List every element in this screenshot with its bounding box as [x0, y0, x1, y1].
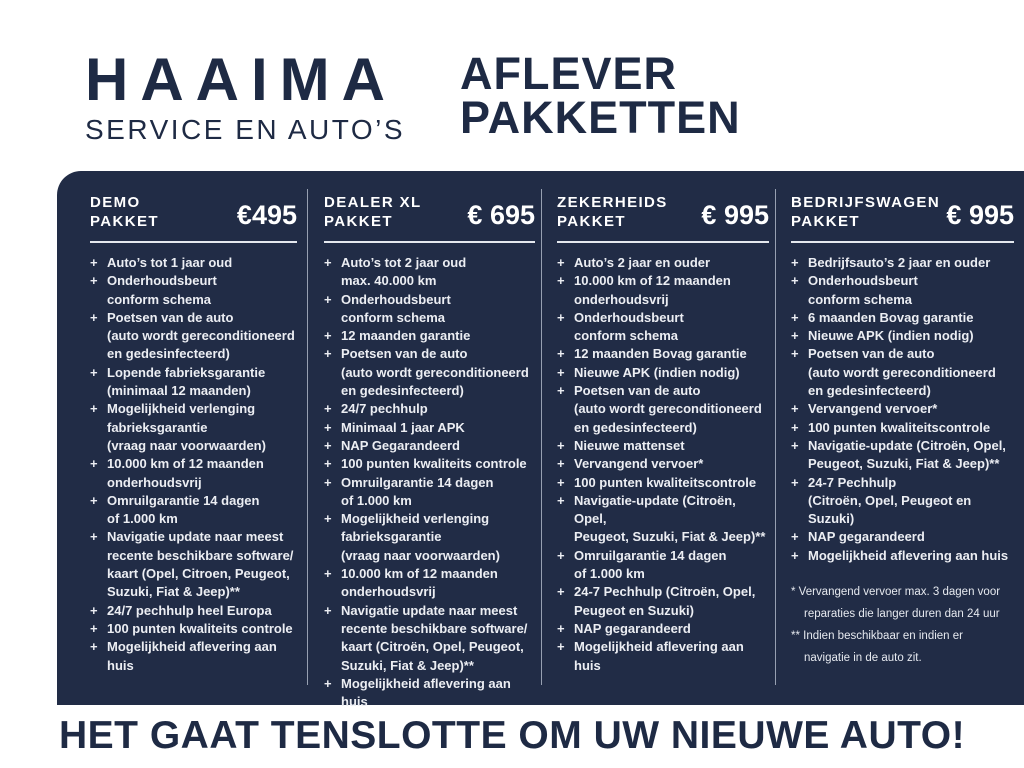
- package-column: [308, 171, 541, 710]
- plus-bullet-icon: +: [791, 474, 799, 490]
- feature-text: [107, 638, 297, 675]
- feature-line: Poetsen van de auto: [107, 309, 234, 325]
- feature-text: [574, 455, 769, 473]
- feature-line: Mogelijkheid aflevering aan huis: [341, 675, 511, 710]
- feature-text: [107, 272, 297, 309]
- feature-item: [324, 602, 535, 675]
- plus-bullet-icon: +: [90, 529, 98, 545]
- plus-bullet-icon: +: [791, 255, 799, 270]
- footnote-line: * Vervangend vervoer max. 3 dagen voor: [791, 586, 1001, 599]
- package-column: [776, 171, 1024, 705]
- feature-line: (Citroën, Opel, Peugeot en Suzuki): [808, 492, 972, 527]
- feature-list: [90, 254, 297, 675]
- feature-item: [324, 675, 535, 712]
- feature-line: en gedesinfecteerd): [341, 383, 464, 399]
- feature-item: [90, 400, 297, 455]
- feature-text: [107, 620, 297, 638]
- feature-item: [557, 620, 769, 638]
- plus-bullet-icon: +: [90, 255, 98, 270]
- feature-line: Lopende fabrieksgarantie: [107, 364, 266, 380]
- feature-text: [341, 254, 535, 291]
- feature-item: [324, 327, 535, 345]
- feature-line: 100 punten kwaliteitscontrole: [808, 419, 991, 435]
- plus-bullet-icon: +: [90, 456, 98, 472]
- plus-bullet-icon: +: [791, 401, 799, 417]
- feature-line: en gedesinfecteerd): [574, 419, 697, 435]
- feature-text: [341, 345, 535, 400]
- plus-bullet-icon: +: [791, 437, 799, 453]
- feature-line: 100 punten kwaliteits controle: [341, 456, 527, 472]
- feature-item: [557, 638, 769, 675]
- feature-item: [324, 455, 535, 473]
- feature-item: [557, 382, 769, 437]
- plus-bullet-icon: +: [90, 602, 98, 618]
- feature-line: en gedesinfecteerd): [107, 346, 230, 362]
- feature-line: conform schema: [574, 328, 679, 344]
- plus-bullet-icon: +: [791, 529, 799, 545]
- plus-bullet-icon: +: [90, 492, 98, 508]
- feature-item: [791, 272, 1014, 309]
- footnote-line: reparaties die langer duren dan 24 uur: [804, 608, 1000, 621]
- plus-bullet-icon: +: [90, 620, 98, 636]
- feature-text: [808, 345, 1014, 400]
- feature-line: 10.000 km of 12 maanden: [574, 273, 731, 289]
- feature-line: conform schema: [808, 291, 913, 307]
- feature-line: NAP gegarandeerd: [808, 529, 925, 545]
- feature-line: Navigatie-update (Citroën, Opel,: [808, 437, 1006, 453]
- feature-text: [808, 272, 1014, 309]
- feature-line: recente beschikbare software/: [107, 547, 294, 563]
- plus-bullet-icon: +: [557, 620, 565, 636]
- feature-line: Mogelijkheid aflevering aan huis: [574, 639, 744, 673]
- plus-bullet-icon: +: [90, 273, 98, 289]
- feature-line: fabrieksgarantie: [107, 419, 208, 435]
- feature-text: [341, 602, 535, 675]
- plus-bullet-icon: +: [324, 328, 332, 344]
- feature-line: Suzuki, Fiat & Jeep)**: [341, 657, 474, 673]
- feature-line: fabrieksgarantie: [341, 529, 442, 545]
- feature-item: [791, 547, 1014, 565]
- feature-item: [324, 474, 535, 511]
- feature-line: Omruilgarantie 14 dagen: [107, 492, 260, 508]
- feature-item: [557, 547, 769, 584]
- package-title-line1: ZEKERHEIDS: [557, 194, 668, 211]
- feature-line: (auto wordt gereconditioneerd: [574, 401, 762, 417]
- package-price: € 995: [701, 200, 769, 230]
- feature-item: [557, 364, 769, 382]
- feature-list: [557, 254, 769, 675]
- feature-text: [574, 547, 769, 584]
- feature-line: Omruilgarantie 14 dagen: [574, 547, 727, 563]
- feature-text: [808, 528, 1014, 546]
- feature-line: (minimaal 12 maanden): [107, 383, 251, 399]
- feature-text: [808, 400, 1014, 418]
- feature-item: [90, 492, 297, 529]
- feature-line: (auto wordt gereconditioneerd: [808, 364, 996, 380]
- feature-line: Peugeot, Suzuki, Fiat & Jeep)**: [808, 456, 1000, 472]
- feature-item: [791, 419, 1014, 437]
- plus-bullet-icon: +: [557, 492, 565, 508]
- feature-line: 100 punten kwaliteits controle: [107, 620, 293, 636]
- feature-item: [557, 272, 769, 309]
- plus-bullet-icon: +: [557, 383, 565, 399]
- package-title: [324, 193, 422, 231]
- feature-text: [808, 254, 1014, 272]
- plus-bullet-icon: +: [324, 346, 332, 362]
- feature-line: onderhoudsvrij: [341, 584, 436, 600]
- feature-item: [324, 254, 535, 291]
- brand-logo-subtitle: SERVICE EN AUTO’S: [85, 114, 405, 145]
- feature-text: [341, 565, 535, 602]
- feature-text: [574, 272, 769, 309]
- feature-line: Poetsen van de auto: [341, 346, 468, 362]
- feature-line: Mogelijkheid verlenging: [107, 401, 256, 417]
- feature-line: Mogelijkheid aflevering aan huis: [808, 547, 1009, 563]
- feature-item: [791, 345, 1014, 400]
- package-price: € 995: [946, 200, 1014, 230]
- feature-line: Onderhoudsbeurt: [341, 291, 451, 307]
- feature-line: 10.000 km of 12 maanden: [107, 456, 264, 472]
- page-title: [460, 48, 741, 143]
- feature-line: Nieuwe mattenset: [574, 437, 685, 453]
- package-header-rule: [557, 241, 769, 243]
- feature-line: max. 40.000 km: [341, 273, 437, 289]
- feature-list: [791, 254, 1014, 565]
- feature-text: [107, 602, 297, 620]
- feature-line: Vervangend vervoer*: [808, 401, 938, 417]
- feature-line: 6 maanden Bovag garantie: [808, 309, 974, 325]
- package-header: [557, 193, 769, 231]
- feature-line: Suzuki, Fiat & Jeep)**: [107, 584, 240, 600]
- feature-text: [574, 364, 769, 382]
- package-header-rule: [791, 241, 1014, 243]
- feature-text: [341, 474, 535, 511]
- feature-line: Mogelijkheid verlenging: [341, 511, 490, 527]
- feature-text: [341, 327, 535, 345]
- feature-line: recente beschikbare software/: [341, 620, 528, 636]
- feature-text: [574, 382, 769, 437]
- plus-bullet-icon: +: [324, 675, 332, 691]
- feature-line: 10.000 km of 12 maanden: [341, 566, 498, 582]
- feature-text: [808, 309, 1014, 327]
- feature-line: 24/7 pechhulp: [341, 401, 428, 417]
- feature-line: conform schema: [107, 291, 212, 307]
- footnote-line: navigatie in de auto zit.: [804, 652, 922, 665]
- feature-text: [574, 437, 769, 455]
- feature-text: [341, 510, 535, 565]
- feature-item: [324, 437, 535, 455]
- feature-line: Poetsen van de auto: [574, 383, 701, 399]
- feature-line: Navigatie-update (Citroën, Opel,: [574, 492, 736, 527]
- plus-bullet-icon: +: [324, 419, 332, 435]
- plus-bullet-icon: +: [557, 273, 565, 289]
- feature-line: NAP gegarandeerd: [574, 620, 691, 636]
- package-price: € 695: [467, 200, 535, 230]
- feature-item: [791, 309, 1014, 327]
- plus-bullet-icon: +: [90, 639, 98, 655]
- feature-line: (vraag naar voorwaarden): [341, 547, 500, 563]
- feature-line: en gedesinfecteerd): [808, 383, 931, 399]
- package-title-line2: PAKKET: [90, 213, 159, 230]
- feature-item: [791, 327, 1014, 345]
- package-title-line2: PAKKET: [557, 213, 626, 230]
- feature-text: [574, 309, 769, 346]
- feature-text: [107, 455, 297, 492]
- feature-item: [791, 400, 1014, 418]
- plus-bullet-icon: +: [791, 346, 799, 362]
- package-title: [90, 193, 159, 231]
- feature-line: kaart (Opel, Citroen, Peugeot,: [107, 566, 290, 582]
- feature-text: [341, 675, 535, 712]
- feature-item: [791, 254, 1014, 272]
- footnotes: [791, 581, 1014, 669]
- feature-line: onderhoudsvrij: [107, 474, 202, 490]
- feature-line: conform schema: [341, 309, 446, 325]
- feature-list: [324, 254, 535, 711]
- feature-line: Nieuwe APK (indien nodig): [574, 364, 740, 380]
- plus-bullet-icon: +: [324, 474, 332, 490]
- feature-item: [557, 474, 769, 492]
- brand-logo: [85, 46, 405, 146]
- package-column: [542, 171, 775, 705]
- package-title: [557, 193, 668, 231]
- feature-item: [90, 309, 297, 364]
- feature-line: Peugeot en Suzuki): [574, 602, 694, 618]
- plus-bullet-icon: +: [557, 346, 565, 362]
- feature-text: [107, 528, 297, 601]
- feature-item: [557, 583, 769, 620]
- package-title-line1: DEALER XL: [324, 194, 422, 211]
- feature-line: kaart (Citroën, Opel, Peugeot,: [341, 639, 524, 655]
- feature-item: [90, 638, 297, 675]
- feature-line: of 1.000 km: [107, 511, 178, 527]
- feature-line: Omruilgarantie 14 dagen: [341, 474, 494, 490]
- package-column: [57, 171, 307, 705]
- feature-text: [107, 400, 297, 455]
- feature-line: (vraag naar voorwaarden): [107, 437, 266, 453]
- plus-bullet-icon: +: [557, 364, 565, 380]
- page-title-line2: PAKKETTEN: [460, 92, 741, 143]
- feature-line: Auto’s 2 jaar en ouder: [574, 255, 711, 270]
- feature-text: [574, 492, 769, 547]
- footer-tagline: HET GAAT TENSLOTTE OM UW NIEUWE AUTO!: [59, 714, 966, 757]
- feature-line: Poetsen van de auto: [808, 346, 935, 362]
- feature-line: Minimaal 1 jaar APK: [341, 419, 465, 435]
- feature-item: [324, 419, 535, 437]
- feature-item: [324, 510, 535, 565]
- plus-bullet-icon: +: [791, 328, 799, 344]
- feature-item: [90, 272, 297, 309]
- plus-bullet-icon: +: [557, 584, 565, 600]
- plus-bullet-icon: +: [557, 309, 565, 325]
- plus-bullet-icon: +: [557, 547, 565, 563]
- plus-bullet-icon: +: [90, 364, 98, 380]
- plus-bullet-icon: +: [324, 566, 332, 582]
- feature-line: 24/7 pechhulp heel Europa: [107, 602, 272, 618]
- package-header: [324, 193, 535, 231]
- feature-text: [808, 419, 1014, 437]
- feature-text: [808, 474, 1014, 529]
- plus-bullet-icon: +: [324, 456, 332, 472]
- feature-text: [341, 419, 535, 437]
- plus-bullet-icon: +: [791, 547, 799, 563]
- plus-bullet-icon: +: [557, 437, 565, 453]
- feature-line: 100 punten kwaliteitscontrole: [574, 474, 757, 490]
- feature-line: Peugeot, Suzuki, Fiat & Jeep)**: [574, 529, 766, 545]
- plus-bullet-icon: +: [557, 456, 565, 472]
- package-title-line1: DEMO: [90, 194, 141, 211]
- feature-item: [90, 364, 297, 401]
- feature-item: [324, 565, 535, 602]
- package-price: €495: [236, 200, 297, 230]
- feature-line: Auto’s tot 1 jaar oud: [107, 255, 233, 270]
- feature-line: Auto’s tot 2 jaar oud: [341, 255, 467, 270]
- feature-text: [808, 327, 1014, 345]
- plus-bullet-icon: +: [324, 255, 332, 270]
- plus-bullet-icon: +: [324, 511, 332, 527]
- feature-text: [341, 455, 535, 473]
- feature-line: Onderhoudsbeurt: [574, 309, 684, 325]
- feature-item: [791, 437, 1014, 474]
- feature-text: [808, 437, 1014, 474]
- feature-line: Mogelijkheid aflevering aan huis: [107, 639, 277, 673]
- feature-text: [107, 309, 297, 364]
- plus-bullet-icon: +: [791, 273, 799, 289]
- feature-line: of 1.000 km: [574, 566, 645, 582]
- feature-line: 24-7 Pechhulp: [808, 474, 897, 490]
- package-header: [791, 193, 1014, 231]
- feature-text: [574, 620, 769, 638]
- feature-item: [557, 492, 769, 547]
- plus-bullet-icon: +: [90, 401, 98, 417]
- feature-line: 12 maanden Bovag garantie: [574, 346, 747, 362]
- feature-text: [574, 345, 769, 363]
- package-header-rule: [90, 241, 297, 243]
- feature-text: [574, 474, 769, 492]
- feature-item: [90, 254, 297, 272]
- package-title-line2: PAKKET: [324, 213, 393, 230]
- plus-bullet-icon: +: [324, 291, 332, 307]
- feature-line: Onderhoudsbeurt: [808, 273, 918, 289]
- footnote-line: ** Indien beschikbaar en indien er: [791, 630, 963, 643]
- feature-item: [791, 474, 1014, 529]
- feature-item: [557, 455, 769, 473]
- feature-item: [557, 437, 769, 455]
- feature-text: [107, 492, 297, 529]
- feature-text: [107, 254, 297, 272]
- plus-bullet-icon: +: [90, 309, 98, 325]
- feature-line: NAP Gegarandeerd: [341, 437, 460, 453]
- feature-line: Vervangend vervoer*: [574, 456, 704, 472]
- feature-line: Bedrijfsauto’s 2 jaar en ouder: [808, 255, 991, 270]
- plus-bullet-icon: +: [557, 639, 565, 655]
- plus-bullet-icon: +: [791, 419, 799, 435]
- feature-item: [557, 309, 769, 346]
- feature-text: [808, 547, 1014, 565]
- package-title-line1: BEDRIJFSWAGEN: [791, 194, 941, 211]
- feature-text: [574, 638, 769, 675]
- feature-line: (auto wordt gereconditioneerd: [341, 364, 529, 380]
- feature-text: [107, 364, 297, 401]
- package-header-rule: [324, 241, 535, 243]
- package-title: [791, 193, 940, 231]
- plus-bullet-icon: +: [324, 437, 332, 453]
- feature-line: of 1.000 km: [341, 492, 412, 508]
- feature-text: [341, 291, 535, 328]
- feature-item: [324, 400, 535, 418]
- feature-item: [90, 528, 297, 601]
- feature-item: [324, 291, 535, 328]
- feature-item: [557, 345, 769, 363]
- feature-line: (auto wordt gereconditioneerd: [107, 328, 295, 344]
- feature-item: [324, 345, 535, 400]
- feature-line: Navigatie update naar meest: [107, 529, 284, 545]
- packages-panel: [57, 171, 1024, 710]
- feature-line: Navigatie update naar meest: [341, 602, 518, 618]
- brand-logo-title: HAAIMA: [85, 46, 397, 113]
- feature-text: [574, 583, 769, 620]
- feature-text: [574, 254, 769, 272]
- feature-text: [341, 400, 535, 418]
- feature-line: 12 maanden garantie: [341, 328, 471, 344]
- feature-item: [791, 528, 1014, 546]
- plus-bullet-icon: +: [557, 255, 565, 270]
- feature-line: onderhoudsvrij: [574, 291, 669, 307]
- page-title-line1: AFLEVER: [460, 48, 678, 99]
- feature-line: Nieuwe APK (indien nodig): [808, 328, 974, 344]
- feature-line: Onderhoudsbeurt: [107, 273, 217, 289]
- package-title-line2: PAKKET: [791, 213, 860, 230]
- plus-bullet-icon: +: [791, 309, 799, 325]
- feature-text: [341, 437, 535, 455]
- feature-item: [90, 602, 297, 620]
- plus-bullet-icon: +: [324, 401, 332, 417]
- feature-item: [557, 254, 769, 272]
- feature-item: [90, 620, 297, 638]
- plus-bullet-icon: +: [324, 602, 332, 618]
- feature-line: 24-7 Pechhulp (Citroën, Opel,: [574, 584, 756, 600]
- feature-item: [90, 455, 297, 492]
- package-header: [90, 193, 297, 231]
- plus-bullet-icon: +: [557, 474, 565, 490]
